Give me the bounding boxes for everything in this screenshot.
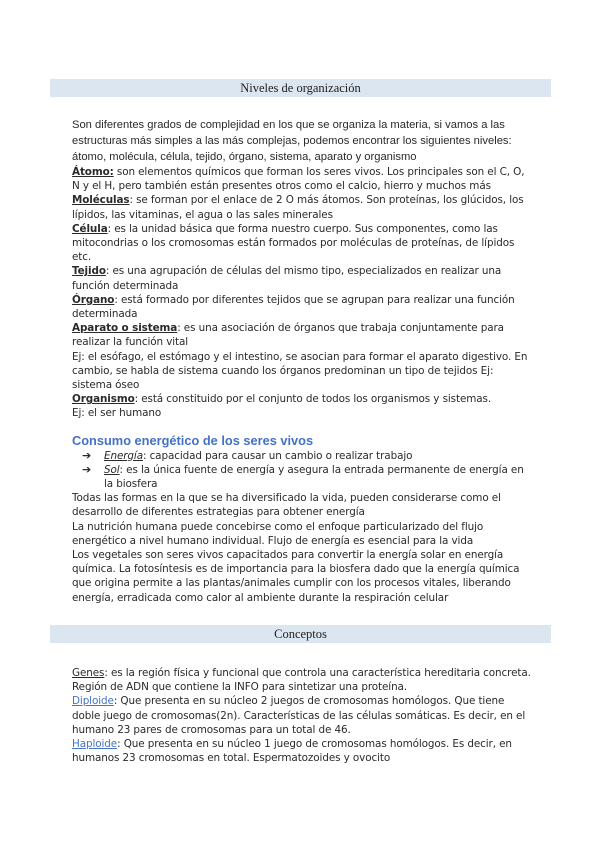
level-atomo xyxy=(72,165,532,193)
text-diploide: : Que presenta en su núcleo 2 juegos de cromosomas homólogos. Que tiene doble juego de cromosomas(2n). Características de las células somáticas. Es decir, en el humano 23 pares de cromosomas para un total de 46. xyxy=(72,695,526,736)
term-atomo: Átomo: xyxy=(72,166,114,178)
paragraph-formas: Todas las formas en la que se ha diversificado la vida, pueden considerarse como el desarrollo de diferentes estrategias para obtener energía xyxy=(72,492,501,519)
term-organismo: Organismo xyxy=(72,393,135,406)
term-sol: Sol xyxy=(104,463,120,476)
term-celula: Célula xyxy=(72,222,108,235)
term-aparato: Aparato o sistema xyxy=(72,322,178,335)
text-sol: : es la única fuente de energía y asegura la entrada permanente de energía en la biosfera xyxy=(104,463,524,491)
paragraph-nutricion: La nutrición humana puede concebirse como el enfoque particularizado del flujo energético a nivel humano individual. Flujo de energía es esencial para la vida xyxy=(72,520,484,547)
term-organo: Órgano xyxy=(72,293,115,306)
text-celula: : es la unidad básica que forma nuestro cuerpo. Sus componentes, como las mitocondrias o los cromosomas están formados por moléculas de proteínas, de lípidos etc. xyxy=(72,222,515,264)
concept-haploide xyxy=(72,737,532,765)
intro-paragraph: Son diferentes grados de complejidad en los que se organiza la materia, si vamos a las estructuras más simples a las más complejas, podemos encontrar los siguientes niveles: átomo, molécula, célula, tejido, órgano, sistema, aparato y organismo xyxy=(72,119,512,163)
term-tejido: Tejido xyxy=(72,265,106,278)
arrow-icon: ➔ xyxy=(82,462,92,476)
text-moleculas: : se forman por el enlace de 2 O más átomos. Son proteínas, los glúcidos, los lípidos, las vitaminas, el agua o las sales minerales xyxy=(72,194,524,221)
section-title-conceptos: Conceptos xyxy=(50,625,551,643)
level-celula xyxy=(72,222,532,265)
level-moleculas xyxy=(72,193,532,221)
bullet-energia xyxy=(82,449,532,463)
text-organismo: : está constituido por el conjunto de todos los organismos y sistemas. xyxy=(134,393,492,406)
text-organo: : está formado por diferentes tejidos que se agrupan para realizar una función determinada xyxy=(72,293,515,321)
term-genes: Genes xyxy=(72,667,105,679)
level-tejido xyxy=(72,264,532,292)
example-digestivo: Ej: el esófago, el estómago y el intestino, se asocian para formar el aparato digestivo. En cambio, se habla de sistema cuando los órganos predominan un tipo de tejidos Ej: sistema óseo xyxy=(72,350,528,392)
text-atomo: son elementos químicos que forman los seres vivos. Los principales son el C, O, N y el H, pero también están presentes otros como el calcio, hierro y muchos más xyxy=(72,166,525,193)
arrow-icon: ➔ xyxy=(82,448,92,462)
text-aparato: : es una asociación de órganos que trabaja conjuntamente para realizar la función vital xyxy=(72,322,504,349)
concept-genes xyxy=(72,666,532,694)
level-organo xyxy=(72,293,532,321)
heading-consumo: Consumo energético de los seres vivos xyxy=(72,432,314,448)
niveles-content xyxy=(72,117,532,605)
text-energia: : capacidad para causar un cambio o realizar trabajo xyxy=(142,449,413,462)
section-title-niveles: Niveles de organización xyxy=(50,79,551,97)
term-energia: Energía xyxy=(104,449,143,462)
text-tejido: : es una agrupación de células del mismo tipo, especializados en realizar una función determinada xyxy=(72,265,502,292)
bullet-sol xyxy=(82,463,532,491)
link-diploide[interactable]: Diploide xyxy=(72,695,114,708)
paragraph-vegetales: Los vegetales son seres vivos capacitados para convertir la energía solar en energía química. La fotosíntesis es de importancia para la biosfera dado que la energía química que origina permite a las plantas/animales cumplir con los procesos vitales, liberando energía, erradicada como calor al ambiente durante la respiración celular xyxy=(72,549,520,604)
level-organismo xyxy=(72,392,532,406)
term-moleculas: Moléculas xyxy=(72,194,130,207)
link-haploide[interactable]: Haploide xyxy=(72,738,118,751)
conceptos-content xyxy=(72,666,532,765)
level-aparato xyxy=(72,321,532,349)
text-haploide: : Que presenta en su núcleo 1 juego de cromosomas homólogos. Es decir, en humanos 23 cromosomas en total. Espermatozoides y ovocito xyxy=(72,738,512,765)
example-humano: Ej: el ser humano xyxy=(72,407,162,420)
text-genes: : es la región física y funcional que controla una característica hereditaria concreta. Región de ADN que contiene la INFO para sintetizar una proteína. xyxy=(72,667,531,694)
concept-diploide xyxy=(72,694,532,737)
